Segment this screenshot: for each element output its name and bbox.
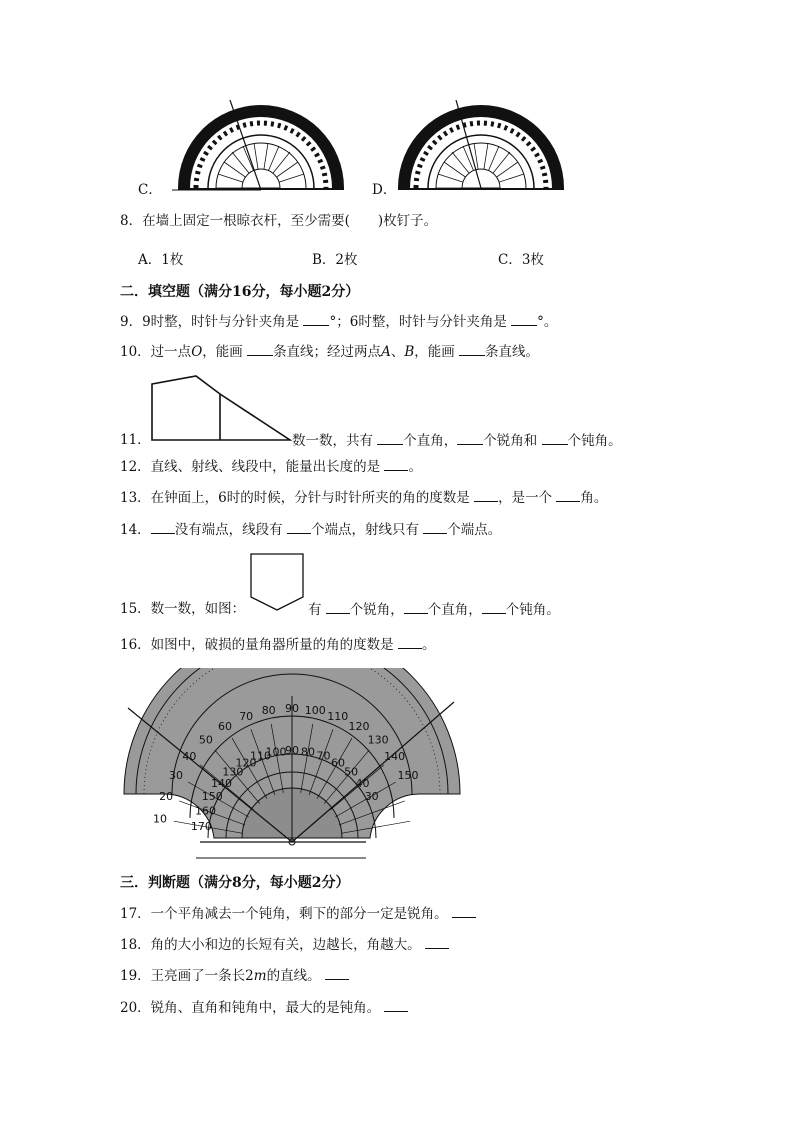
q11-text-d: 个钝角。 [567, 433, 622, 449]
q14-text-c: 个端点，射线只有 [310, 522, 419, 538]
q8-stem-b: )枚钉子。 [377, 213, 438, 229]
q15-blank-2[interactable] [404, 599, 428, 614]
q15-text-b: 有 [308, 602, 322, 618]
protractor-inner-label: 110 [250, 749, 271, 763]
q8-option-c: C．3枚 [498, 252, 544, 268]
q12-blank[interactable] [384, 456, 408, 471]
q20-text: 20．锐角、直角和钝角中，最大的是钝角。 [120, 1000, 381, 1016]
q16-text-b: 。 [421, 637, 436, 653]
question-11 [292, 430, 622, 451]
q10-blank-2[interactable] [459, 341, 485, 356]
q20-blank[interactable] [384, 997, 408, 1012]
protractor-inner-label: 50 [344, 765, 359, 779]
q17-blank[interactable] [452, 903, 476, 918]
q11-text-c: 个锐角和 [483, 433, 538, 449]
broken-protractor-image [120, 668, 464, 860]
option-c-label: C． [138, 182, 162, 198]
q11-blank-2[interactable] [457, 430, 483, 445]
q14-text-d: 个端点。 [447, 522, 502, 538]
question-18 [120, 934, 449, 955]
q12-text-a: 12．直线、射线、线段中，能量出长度的是 [120, 459, 381, 475]
question-19 [120, 965, 349, 986]
q15-text-c: 个锐角， [349, 602, 404, 618]
protractor-inner-label: 150 [201, 790, 223, 803]
question-13 [120, 487, 607, 508]
q11-text-a: 数一数，共有 [292, 433, 373, 449]
protractor-outer-label: 120 [348, 720, 370, 733]
q16-blank[interactable] [398, 634, 422, 649]
protractor-c-image [172, 100, 350, 192]
protractor-outer-label: 50 [198, 733, 213, 747]
protractor-inner-label: 120 [235, 756, 257, 770]
q19-blank[interactable] [325, 965, 349, 980]
q13-blank-2[interactable] [556, 487, 580, 502]
protractor-d-image [392, 100, 570, 192]
q13-text-c: 角。 [580, 490, 608, 506]
question-9 [120, 311, 557, 332]
q15-text-e: 个钝角。 [505, 602, 560, 618]
q9-blank-2[interactable] [511, 311, 537, 326]
q10-text-e: 条直线。 [485, 344, 540, 360]
q11-blank-1[interactable] [377, 430, 403, 445]
protractor-outer-label: 60 [218, 720, 232, 733]
q9-text-a: 9．9时整，时针与分针夹角是 [120, 314, 300, 330]
q10-text-c: 条直线；经过两点 [273, 344, 382, 360]
protractor-outer-label: 100 [304, 704, 326, 717]
q13-text-b: ，是一个 [498, 490, 553, 506]
q11-blank-3[interactable] [542, 430, 568, 445]
protractor-inner-label: 100 [265, 745, 287, 759]
q10-text-b: ，能画 [202, 344, 243, 360]
question-20 [120, 997, 408, 1018]
q10-point-o: O [191, 344, 203, 360]
protractor-outer-label: 70 [239, 710, 254, 724]
protractor-inner-label: 170 [190, 820, 212, 833]
protractor-inner-label: 140 [211, 776, 232, 790]
protractor-outer-label: 40 [182, 749, 197, 763]
q16-text-a: 16．如图中，破损的量角器所量的角的度数是 [120, 637, 394, 653]
protractor-inner-label: 130 [222, 765, 244, 779]
protractor-inner-label: 40 [355, 776, 370, 790]
q17-text: 17．一个平角减去一个钝角，剩下的部分一定是锐角。 [120, 906, 448, 922]
q10-blank-1[interactable] [247, 341, 273, 356]
protractor-inner-label: 30 [364, 790, 379, 803]
protractor-outer-label: 130 [367, 733, 389, 747]
q11-text-b: 个直角， [403, 433, 458, 449]
protractor-inner-label: 160 [195, 804, 216, 818]
q19-unit: m [253, 968, 267, 984]
protractor-outer-label: 80 [261, 704, 276, 717]
question-14 [120, 519, 501, 540]
q15-text-a: 15．数一数，如图： [120, 601, 246, 617]
section-3-title: 三．判断题（满分8分，每小题2分） [120, 875, 350, 891]
protractor-inner-label: 70 [316, 749, 331, 763]
q15-figure [250, 553, 306, 613]
question-16 [120, 634, 435, 655]
q9-blank-1[interactable] [303, 311, 329, 326]
question-8 [120, 211, 437, 231]
protractor-outer-label: 90 [285, 702, 299, 715]
q10-text-a: 10．过一点 [120, 344, 192, 360]
q15-blank-1[interactable] [326, 599, 350, 614]
q15-blank-3[interactable] [482, 599, 506, 614]
protractor-outer-label: 140 [384, 749, 406, 763]
q9-text-c: °。 [537, 314, 558, 330]
protractor-outer-label: 10 [153, 812, 167, 826]
q13-blank-1[interactable] [474, 487, 498, 502]
q10-point-a: A [381, 344, 391, 360]
q14-blank-2[interactable] [287, 519, 311, 534]
q12-text-b: 。 [408, 459, 422, 475]
q14-blank-3[interactable] [423, 519, 447, 534]
q11-figure [150, 374, 292, 442]
q19-text-b: 的直线。 [266, 968, 321, 984]
q8-stem-a: 8．在墙上固定一根晾衣杆，至少需要( [120, 213, 350, 229]
protractor-inner-label: 80 [301, 745, 315, 759]
question-15-b [308, 599, 560, 620]
option-d-label: D． [372, 182, 397, 198]
q10-point-b: B [404, 344, 415, 360]
protractor-outer-label: 20 [159, 790, 174, 804]
q10-text-d: ，能画 [414, 344, 455, 360]
protractor-outer-label: 110 [327, 710, 349, 724]
q14-text-b: 没有端点，线段有 [174, 522, 283, 538]
q19-text-a: 19．王亮画了一条长2 [120, 968, 254, 984]
question-15 [120, 599, 245, 619]
q14-blank-1[interactable] [151, 519, 175, 534]
protractor-outer-label: 150 [397, 769, 419, 782]
protractor-outer-label: 30 [169, 769, 183, 782]
q9-text-b: °；6时整，时针与分针夹角是 [329, 314, 507, 330]
section-2-title: 二．填空题（满分16分，每小题2分） [120, 284, 360, 300]
q13-text-a: 13．在钟面上，6时的时候，分针与时针所夹的角的度数是 [120, 490, 470, 506]
protractor-inner-label: 60 [331, 756, 345, 770]
protractor-inner-label: 90 [285, 744, 299, 757]
q18-text: 18．角的大小和边的长短有关，边越长，角越大。 [120, 937, 421, 953]
question-12 [120, 456, 422, 477]
q10-sep: 、 [390, 344, 405, 360]
question-17 [120, 903, 476, 924]
q18-blank[interactable] [425, 934, 449, 949]
q15-text-d: 个直角， [427, 602, 482, 618]
q8-option-a: A．1枚 [138, 252, 184, 268]
q8-option-b: B．2枚 [312, 252, 358, 268]
q14-text-a: 14． [120, 522, 151, 538]
question-10 [120, 341, 539, 362]
question-11-num: 11． [120, 432, 151, 448]
